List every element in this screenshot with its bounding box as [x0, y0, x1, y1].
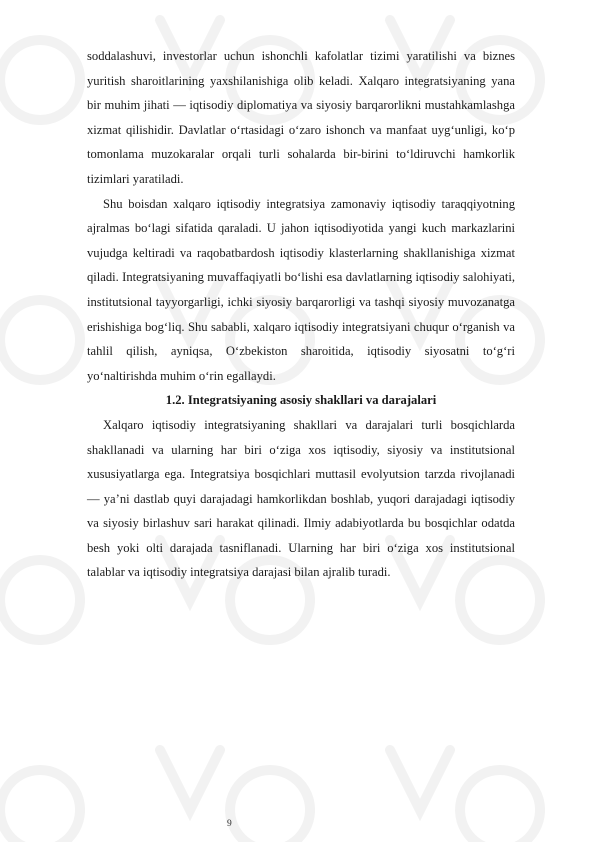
body-paragraph-1: soddalashuvi, investorlar uchun ishonchli kafolatlar tizimi yaratilishi va biznes yuritish sharoitlarining yaxshilanishiga olib keladi. Xalqaro integratsiyaning yana bir muhim jihati — iqtisodiy diplomatiya va siyosiy barqarorlikni mustahkamlashga xizmat qilishidir. Davlatlar o‘rtasidagi o‘zaro ishonch va manfaat uyg‘unligi, ko‘p tomonlama muzokaralar orqali turli sohalarda bir-birini to‘ldiruvchi hamkorlik tizimlari yaratiladi. [87, 49, 515, 186]
body-paragraph-2: Shu boisdan xalqaro iqtisodiy integratsiya zamonaviy iqtisodiy taraqqiyotning ajralmas bo‘lagi sifatida qaraladi. U jahon iqtisodiyotida yangi kuch markazlarini vujudga keltiradi va raqobatbardosh iqtisodiy klasterlarning shakllanishiga xizmat qiladi. Integratsiyaning muvaffaqiyatli bo‘lishi esa davlatlarning iqtisodiy salohiyati, institutsional tayyorgarligi, ichki siyosiy barqarorligi va tashqi siyosiy muvozanatga erishishiga bog‘liq. Shu sababli, xalqaro iqtisodiy integratsiyani chuqur o‘rganish va tahlil qilish, ayniqsa, O‘zbekiston sharoitida, iqtisodiy siyosatni to‘g‘ri yo‘naltirishda muhim o‘rin egallaydi. [87, 196, 515, 383]
section-heading: 1.2. Integratsiyaning asosiy shakllari va darajalari [165, 393, 437, 408]
page-body [87, 44, 515, 585]
page-number: 9 [227, 819, 232, 829]
body-paragraph-3: Xalqaro iqtisodiy integratsiyaning shakllari va darajalari turli bosqichlarda shakllanadi va ularning har biri o‘ziga xos iqtisodiy, siyosiy va institutsional xususiyatlarga ega. Integratsiya bosqichlari muttasil evolyutsion tarzda rivojlanadi — ya’ni dastlab quyi darajadagi hamkorlikdan boshlab, yuqori darajadagi iqtisodiy va siyosiy birlashuv sari harakat qilinadi. Ilmiy adabiyotlarda bu bosqichlar odatda besh yoki olti darajada tasniflanadi. Ularning har biri o‘ziga xos institutsional talablar va iqtisodiy integratsiya darajasi bilan ajralib turadi. [87, 417, 515, 580]
